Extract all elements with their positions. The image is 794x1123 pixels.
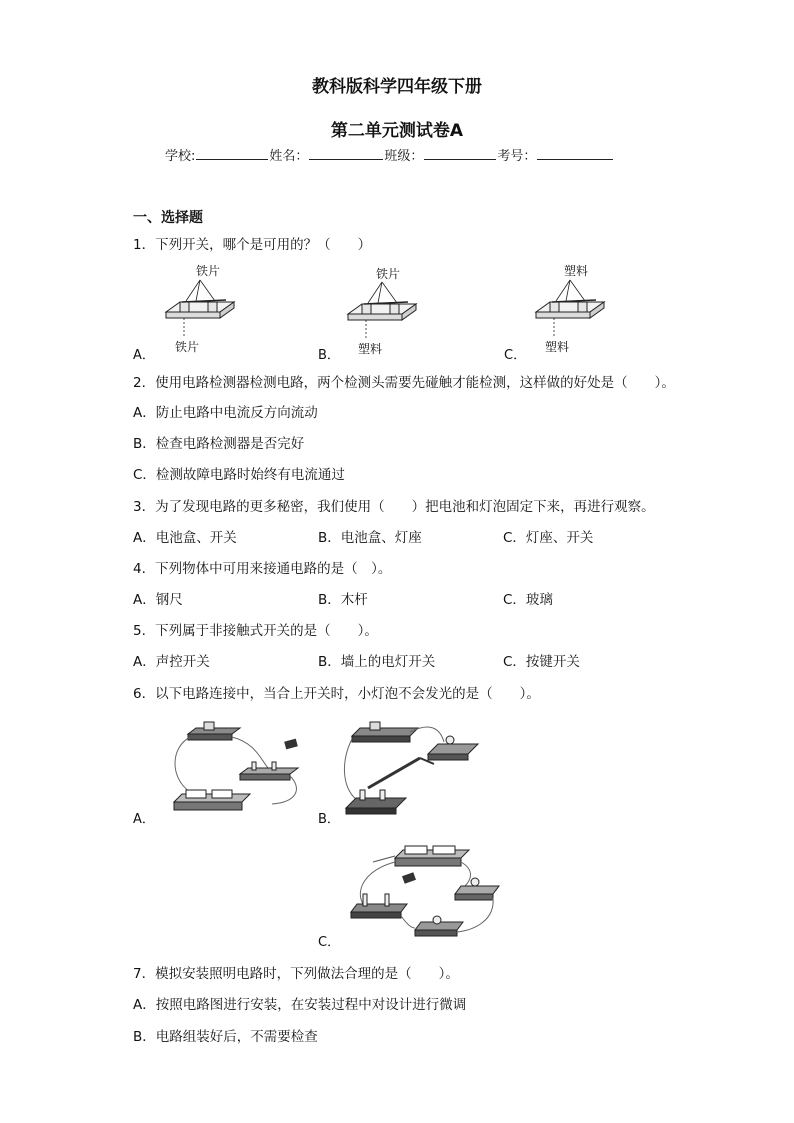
q1-option-c-letter: C．	[504, 348, 527, 363]
question-4-stem: 4．下列物体中可用来接通电路的是（ ）。	[133, 561, 392, 577]
q6-option-c-circuit-image[interactable]	[345, 840, 500, 938]
q1-b-top-label: 铁片	[376, 267, 401, 281]
question-6-stem: 6．以下电路连接中，当合上开关时，小灯泡不会发光的是（ ）。	[133, 686, 540, 702]
q7-option-b[interactable]: B．电路组装好后，不需要检查	[133, 1029, 318, 1045]
q1-a-top-label: 铁片	[196, 264, 221, 278]
q1-option-c-switch-image[interactable]	[530, 276, 610, 338]
q2-option-b[interactable]: B．检查电路检测器是否完好	[133, 436, 305, 452]
q1-option-b-letter: B．	[318, 348, 340, 363]
q4-option-b[interactable]: B．木杆	[318, 592, 368, 608]
number-label: 考号：	[497, 149, 537, 164]
q1-option-a-letter: A．	[133, 348, 155, 363]
school-blank	[196, 146, 268, 160]
q5-option-b[interactable]: B．墙上的电灯开关	[318, 654, 436, 670]
class-label: 班级：	[384, 149, 424, 164]
section-title: 一、选择题	[133, 210, 203, 226]
q1-c-bottom-label: 塑料	[545, 340, 570, 354]
q1-option-a-switch-image[interactable]	[160, 276, 240, 338]
q5-option-c[interactable]: C．按键开关	[503, 654, 580, 670]
q4-option-c[interactable]: C．玻璃	[503, 592, 553, 608]
q4-option-a[interactable]: A．钢尺	[133, 592, 183, 608]
question-3-stem: 3．为了发现电路的更多秘密，我们使用（ ）把电池和灯泡固定下来，再进行观察。	[133, 499, 655, 515]
class-blank	[424, 146, 496, 160]
page-title: 教科版科学四年级下册	[312, 77, 482, 97]
number-blank	[537, 146, 613, 160]
q1-option-b-switch-image[interactable]	[342, 278, 422, 340]
q1-c-top-label: 塑料	[564, 264, 589, 278]
question-1-stem: 1．下列开关，哪个是可用的？（ ）	[133, 237, 372, 253]
question-5-stem: 5．下列属于非接触式开关的是（ ）。	[133, 623, 378, 639]
page-subtitle: 第二单元测试卷A	[330, 121, 464, 141]
school-label: 学校:	[165, 149, 196, 164]
q1-b-bottom-label: 塑料	[358, 342, 383, 356]
q3-option-c[interactable]: C．灯座、开关	[503, 530, 594, 546]
question-7-stem: 7．模拟安装照明电路时，下列做法合理的是（ ）。	[133, 966, 459, 982]
question-2-stem: 2．使用电路检测器检测电路，两个检测头需要先碰触才能检测，这样做的好处是（ ）。	[133, 375, 675, 391]
q6-option-a-letter: A．	[133, 812, 155, 827]
name-blank	[309, 146, 383, 160]
q3-option-a[interactable]: A．电池盒、开关	[133, 530, 237, 546]
q2-option-a[interactable]: A．防止电路中电流反方向流动	[133, 405, 318, 421]
q2-option-c[interactable]: C．检测故障电路时始终有电流通过	[133, 467, 345, 483]
q3-option-b[interactable]: B．电池盒、灯座	[318, 530, 422, 546]
q6-option-b-letter: B．	[318, 812, 340, 827]
q5-option-a[interactable]: A．声控开关	[133, 654, 210, 670]
q6-option-b-circuit-image[interactable]	[340, 712, 485, 820]
name-label: 姓名：	[269, 149, 309, 164]
q1-a-bottom-label: 铁片	[175, 340, 200, 354]
q6-option-a-circuit-image[interactable]	[160, 718, 305, 818]
student-info-line	[165, 145, 614, 164]
q7-option-a[interactable]: A．按照电路图进行安装，在安装过程中对设计进行微调	[133, 997, 467, 1013]
q6-option-c-letter: C．	[318, 935, 341, 950]
